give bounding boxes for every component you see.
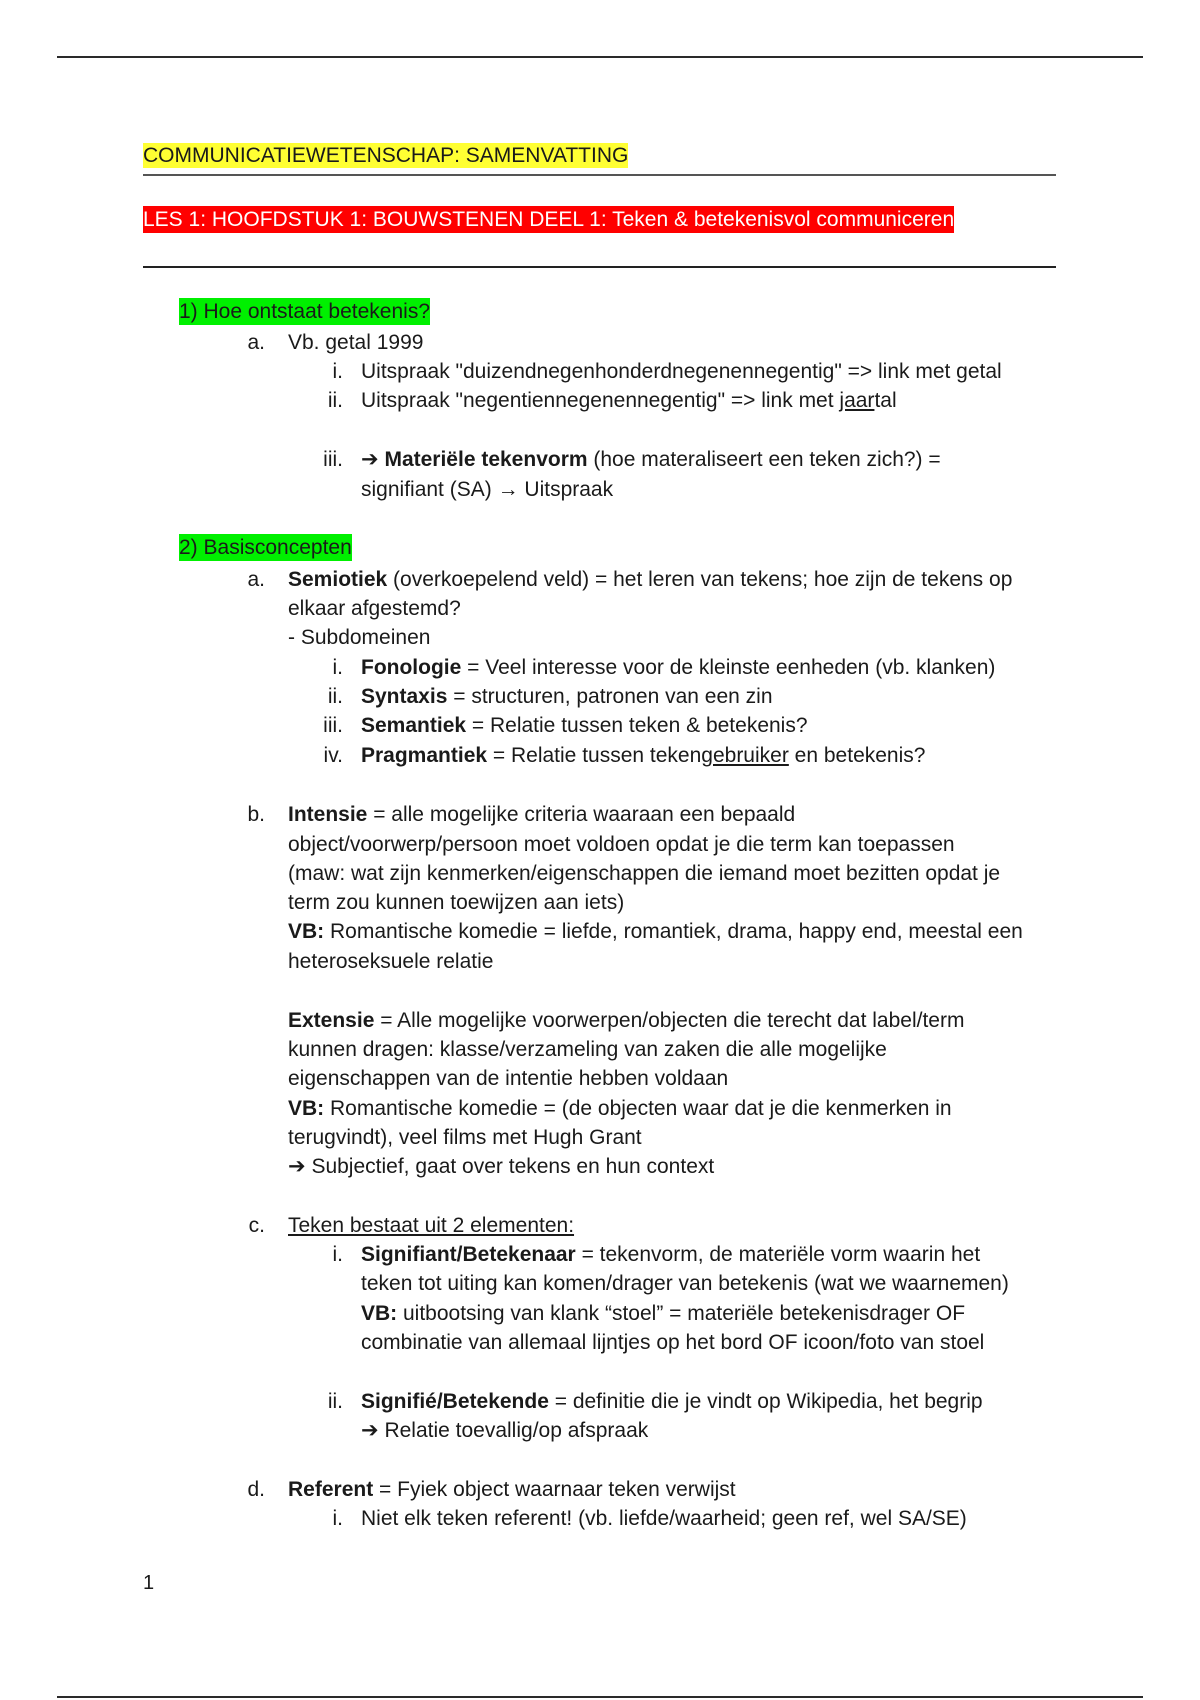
list-item-continuation: VB: Romantische komedie = liefde, romantiek, drama, happy end, meestal een bbox=[288, 920, 1023, 943]
list-item-continuation: terugvindt), veel films met Hugh Grant bbox=[288, 1126, 642, 1149]
page-top-rule bbox=[57, 56, 1143, 58]
document-title: COMMUNICATIEWETENSCHAP: SAMENVATTING bbox=[143, 144, 629, 167]
list-item-continuation: Extensie = Alle mogelijke voorwerpen/objecten die terecht dat label/term bbox=[288, 1009, 965, 1032]
arrow-icon: ➔ bbox=[361, 1419, 379, 1442]
list-item-continuation: (maw: wat zijn kenmerken/eigenschappen die iemand moet bezitten opdat je bbox=[288, 862, 1001, 885]
list-item-continuation: ➔ Subjectief, gaat over tekens en hun context bbox=[288, 1155, 715, 1178]
section-heading-2: 2) Basisconcepten bbox=[179, 536, 352, 559]
list-item-continuation: term zou kunnen toewijzen aan iets) bbox=[288, 891, 625, 914]
arrow-icon: → bbox=[497, 478, 519, 501]
lesson-rule bbox=[143, 266, 1056, 268]
list-item-continuation: combinatie van allemaal lijntjes op het bord OF icoon/foto van stoel bbox=[361, 1331, 985, 1354]
list-item-continuation: eigenschappen van de intentie hebben voldaan bbox=[288, 1067, 729, 1090]
list-item-continuation: teken tot uiting kan komen/drager van betekenis (wat we waarnemen) bbox=[361, 1272, 1009, 1295]
list-item-continuation: - Subdomeinen bbox=[288, 626, 431, 649]
page-number: 1 bbox=[143, 1572, 155, 1594]
list-item-continuation: object/voorwerp/persoon moet voldoen opdat je die term kan toepassen bbox=[288, 833, 955, 856]
arrow-icon: ➔ bbox=[361, 448, 379, 471]
lesson-heading: LES 1: HOOFDSTUK 1: BOUWSTENEN DEEL 1: Teken & betekenisvol communiceren bbox=[143, 208, 955, 231]
list-item-continuation: ➔ Relatie toevallig/op afspraak bbox=[361, 1419, 649, 1442]
section-heading-1: 1) Hoe ontstaat betekenis? bbox=[179, 300, 430, 323]
list-item-continuation: signifiant (SA) → Uitspraak bbox=[361, 478, 614, 501]
list-item-continuation: VB: uitbootsing van klank “stoel” = materiële betekenisdrager OF bbox=[361, 1302, 966, 1325]
arrow-icon: ➔ bbox=[288, 1155, 306, 1178]
list-item-continuation: elkaar afgestemd? bbox=[288, 597, 461, 620]
page-bottom-rule bbox=[57, 1696, 1143, 1698]
title-rule bbox=[143, 174, 1056, 176]
list-item-continuation: kunnen dragen: klasse/verzameling van zaken die alle mogelijke bbox=[288, 1038, 887, 1061]
list-item-continuation: VB: Romantische komedie = (de objecten waar dat je die kenmerken in bbox=[288, 1097, 952, 1120]
list-item-continuation: heteroseksuele relatie bbox=[288, 950, 494, 973]
